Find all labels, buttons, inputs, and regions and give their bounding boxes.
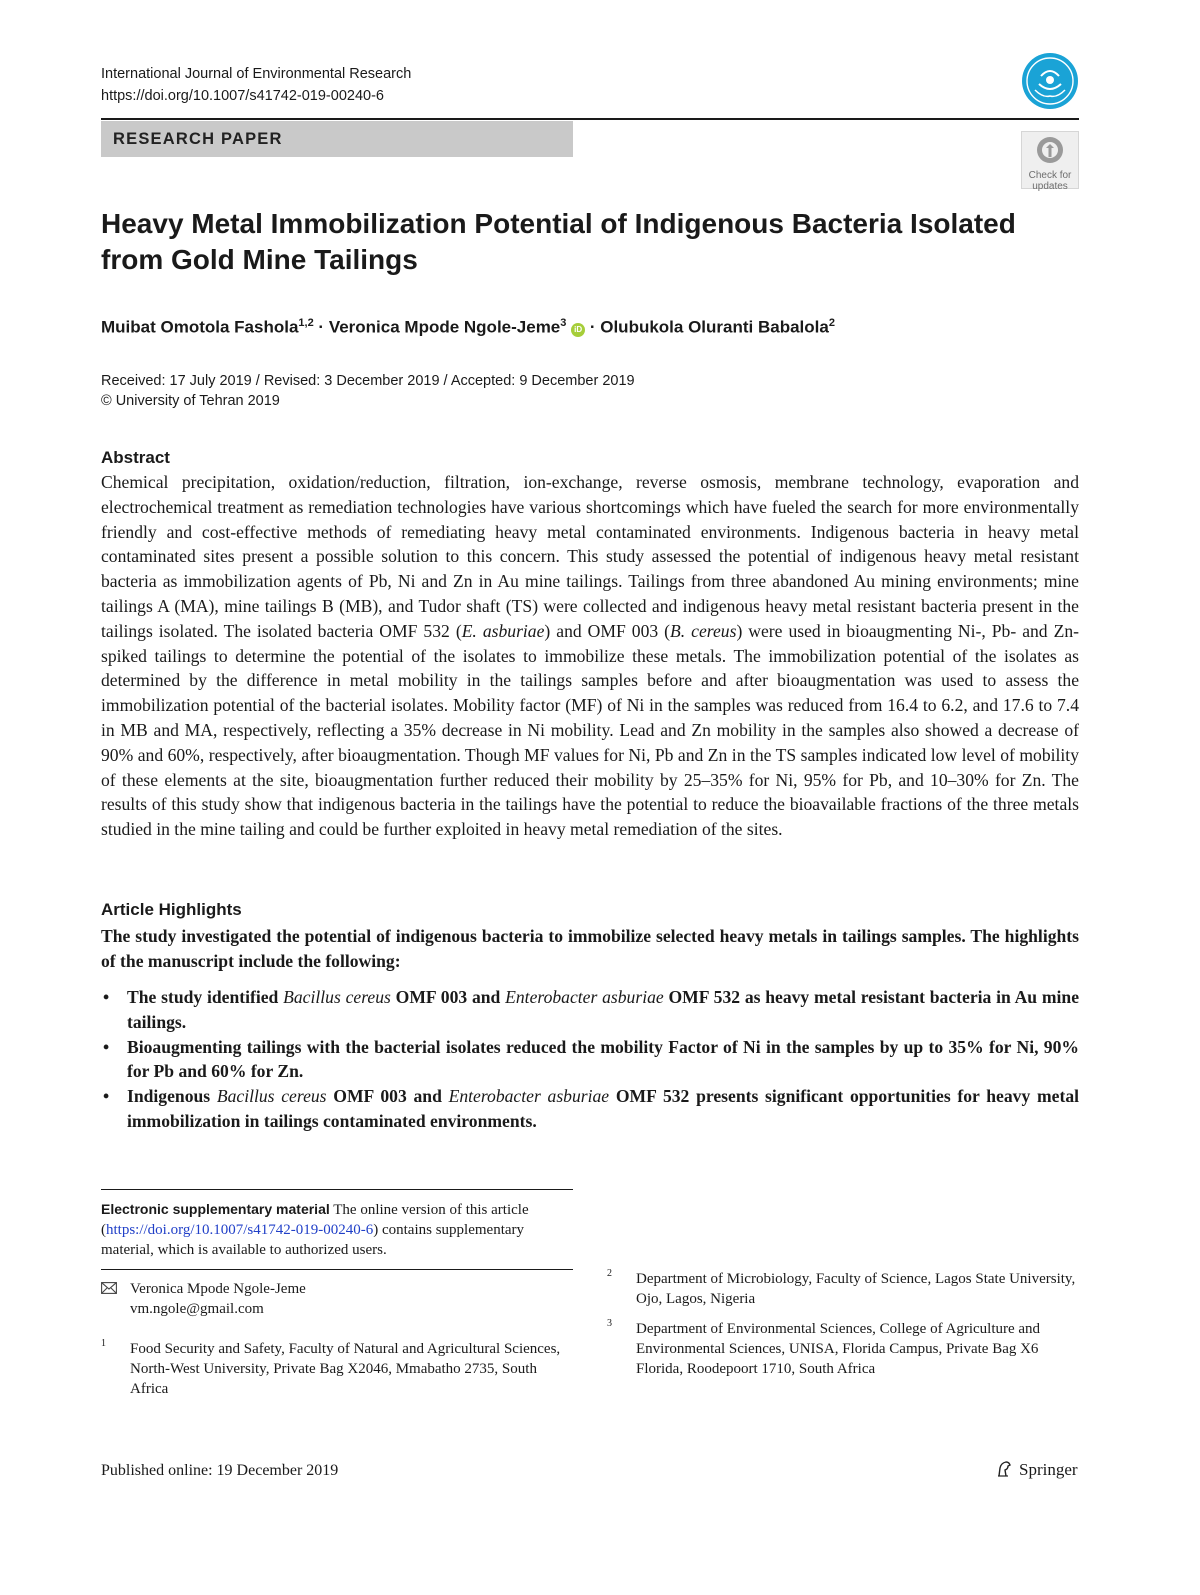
- highlight-text: OMF 532 as heavy metal resistant bacteria in Au mine tailings.: [127, 987, 1080, 1032]
- springer-horse-icon: [995, 1460, 1013, 1478]
- title-line-2: from Gold Mine Tailings: [101, 244, 418, 275]
- university-seal-icon: [1021, 52, 1079, 110]
- author-name[interactable]: Olubukola Oluranti Babalola: [600, 317, 829, 337]
- orcid-icon[interactable]: iD: [571, 323, 585, 337]
- highlights-intro: The study investigated the potential of indigenous bacteria to immobilize selected heavy metals in tailings samples. The highlights of the manuscript include the following:: [101, 926, 1079, 971]
- bullet: •: [103, 987, 110, 1007]
- abstract-text-part: ) and OMF 003 (: [544, 620, 671, 641]
- published-online-date: Published online: 19 December 2019: [101, 1462, 339, 1479]
- highlight-text: OMF 003 and: [326, 1086, 449, 1107]
- author-affiliation-marks: 3: [560, 317, 567, 329]
- esm-text: The online version of this article (: [101, 1202, 529, 1238]
- publisher-logo: [995, 1458, 1078, 1482]
- species-name: B. cereus: [670, 620, 737, 641]
- footnote-rule: [101, 1269, 573, 1270]
- esm-text: ) contains supplementary material, which is available to authorized users.: [101, 1222, 525, 1258]
- copyright-notice: © University of Tehran 2019: [101, 393, 280, 409]
- affiliation-number: 1: [101, 1338, 106, 1349]
- corresponding-author-email[interactable]: vm.ngole@gmail.com: [130, 1301, 264, 1317]
- affiliation-2: Department of Microbiology, Faculty of Science, Lagos State University, Ojo, Lagos, Nigeria: [636, 1271, 1076, 1307]
- abstract-text: [101, 470, 1079, 842]
- header-rule: [101, 118, 1079, 120]
- author-list: [101, 311, 835, 340]
- esm-label: Electronic supplementary material: [101, 1201, 330, 1217]
- species-name: Bacillus cereus: [283, 987, 391, 1007]
- title-line-1: Heavy Metal Immobilization Potential of Indigenous Bacteria Isolated: [101, 208, 1016, 239]
- highlight-text: OMF 003 and: [390, 987, 506, 1007]
- publisher-name: Springer: [1019, 1460, 1078, 1479]
- species-name: E. asburiae: [461, 620, 545, 641]
- list-item: [101, 1035, 1079, 1085]
- affiliation-number: 2: [607, 1268, 612, 1279]
- highlights-heading: Article Highlights: [101, 900, 242, 919]
- list-item: [101, 985, 1079, 1035]
- highlight-text: OMF 532 presents significant opportunities for heavy metal immobilization in tailings contaminated environments.: [127, 1086, 1080, 1131]
- footnote-rule: [101, 1189, 573, 1190]
- author-name[interactable]: Veronica Mpode Ngole-Jeme: [328, 317, 561, 337]
- abstract-heading: Abstract: [101, 448, 170, 467]
- esm-doi-link[interactable]: https://doi.org/10.1007/s41742-019-00240-6: [106, 1222, 374, 1238]
- affiliation-number: 3: [607, 1318, 612, 1329]
- envelope-icon: [101, 1282, 117, 1294]
- highlight-text: The study identified: [127, 987, 284, 1007]
- author-name[interactable]: Muibat Omotola Fashola: [101, 317, 299, 337]
- affiliation-3: Department of Environmental Sciences, College of Agriculture and Environmental Sciences, UNISA, Florida Campus, Private Bag X6 Florida, Roodepoort 1710, South Africa: [636, 1321, 1041, 1377]
- bullet: •: [103, 1036, 110, 1057]
- abstract-text-part: Chemical precipitation, oxidation/reduction, filtration, ion-exchange, reverse osmosis, membrane technology, evaporation and electrochemical treatment as remediation technologies have various shortcomings which have fueled the search for more environmentally friendly and cost-effective methods of remediating heavy metal contaminated environments. Indigenous bacteria in heavy metal contaminated sites present a possible solution to this concern. This study assessed the potential of indigenous heavy metal resistant bacteria as immobilization agents of Pb, Ni and Zn in Au mine tailings. Tailings from three abandoned Au mining environments; mine tailings A (MA), mine tailings B (MB), and Tudor shaft (TS) were collected and indigenous heavy metal resistant bacteria present in the tailings isolated. The isolated bacteria OMF 532 (: [101, 472, 1079, 641]
- species-name: Enterobacter asburiae: [505, 987, 664, 1007]
- bullet: •: [103, 1086, 110, 1107]
- journal-doi[interactable]: https://doi.org/10.1007/s41742-019-00240-6: [101, 88, 384, 104]
- check-for-updates-icon: [1035, 135, 1065, 165]
- affiliation-1: Food Security and Safety, Faculty of Natural and Agricultural Sciences, North-West University, Private Bag X2046, Mmabatho 2735, South Africa: [130, 1341, 561, 1397]
- species-name: Bacillus cereus: [216, 1086, 327, 1107]
- check-for-updates-line2: updates: [1032, 181, 1068, 192]
- supplementary-material-note: [101, 1199, 573, 1260]
- highlight-text: Indigenous: [127, 1086, 217, 1107]
- list-item: [101, 1084, 1079, 1134]
- corresponding-author-name: Veronica Mpode Ngole-Jeme: [130, 1281, 306, 1297]
- author-separator: ·: [313, 317, 329, 337]
- journal-name: International Journal of Environmental Research: [101, 66, 412, 82]
- article-dates: Received: 17 July 2019 / Revised: 3 December 2019 / Accepted: 9 December 2019: [101, 373, 635, 389]
- paper-title: [101, 206, 1041, 278]
- species-name: Enterobacter asburiae: [448, 1086, 610, 1107]
- author-separator: ·: [585, 317, 601, 337]
- author-affiliation-marks: 1,2: [298, 317, 314, 329]
- highlights-list: [101, 985, 1079, 1134]
- section-label: RESEARCH PAPER: [101, 121, 573, 157]
- abstract-text-part: ) were used in bioaugmenting Ni-, Pb- and Zn-spiked tailings to determine the potential of the isolates to immobilize these metals. The immobilization potential of the isolates as determined by the difference in metal mobility in the tailings samples before and after bioaugmentation was used to assess the immobilization potential of the bacterial isolates. Mobility factor (MF) of Ni in the samples was reduced from 16.4 to 6.2, and 17.6 to 7.4 in MB and MA, respectively, reflecting a 35% decrease in Ni mobility. Lead and Zn mobility in the samples also showed a decrease of 90% and 60%, respectively, after bioaugmentation. Though MF values for Ni, Pb and Zn in the TS samples indicated low level of mobility of these elements at the site, bioaugmentation further reduced their mobility by 25–35% for Ni, 95% for Pb, and 10–30% for Zn. The results of this study show that indigenous bacteria in the tailings have the potential to reduce the bioavailable fractions of the three metals studied in the mine tailing and could be further exploited in heavy metal remediation of the sites.: [101, 620, 1079, 840]
- check-for-updates-badge[interactable]: [1021, 131, 1079, 192]
- author-affiliation-marks: 2: [828, 317, 835, 329]
- check-for-updates-line1: Check for: [1028, 170, 1072, 181]
- highlight-text: Bioaugmenting tailings with the bacterial isolates reduced the mobility Factor of Ni in the samples by up to 35% for Ni, 90% for Pb and 60% for Zn.: [127, 1036, 1079, 1082]
